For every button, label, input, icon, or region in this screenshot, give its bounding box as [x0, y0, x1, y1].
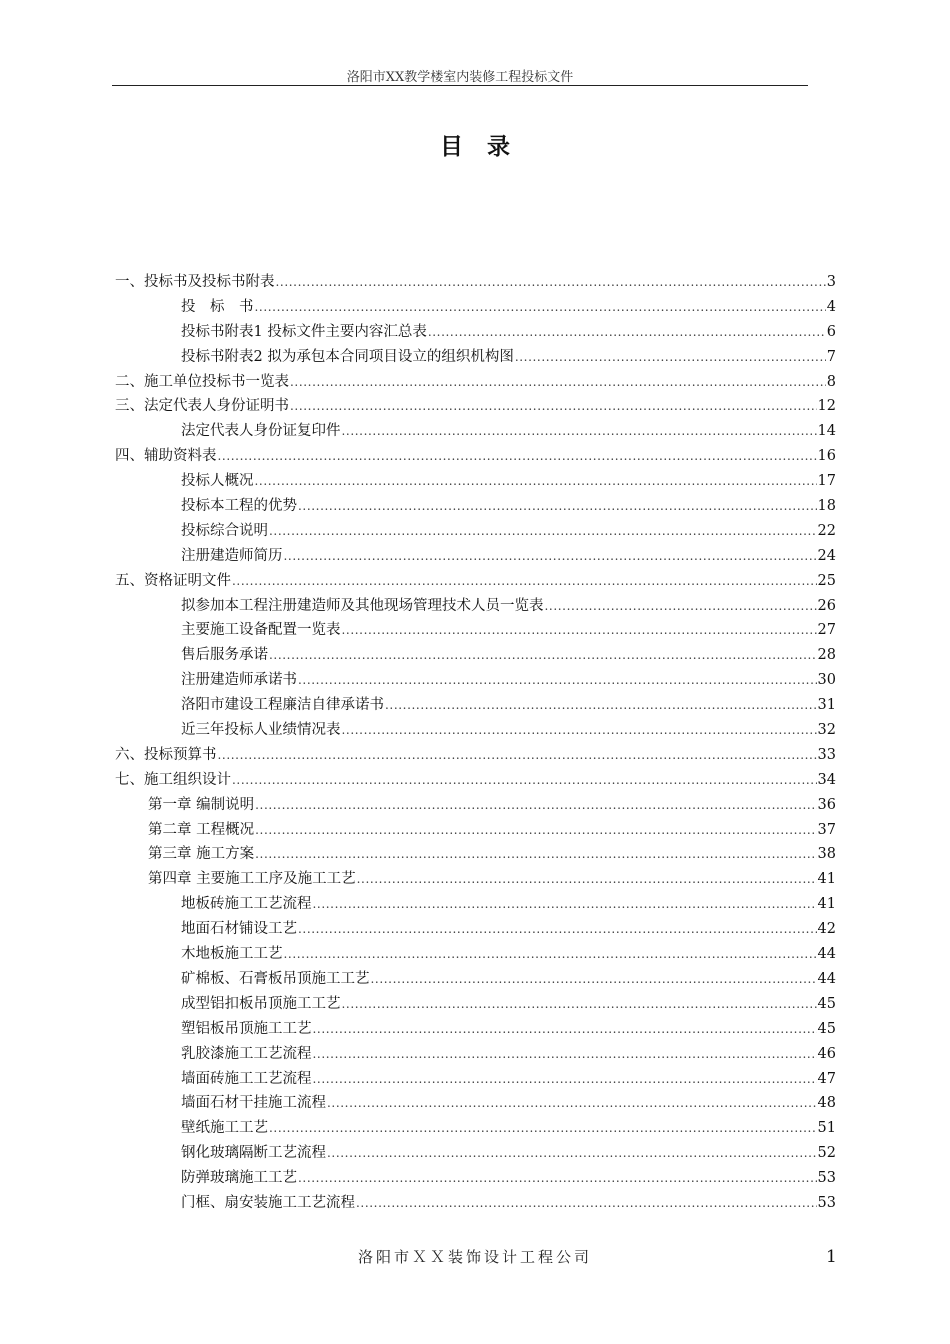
- toc-entry[interactable]: [115, 917, 836, 942]
- toc-entry-title: 乳胶漆施工工艺流程: [181, 1045, 312, 1062]
- toc-dot-leader: [255, 847, 816, 861]
- toc-entry[interactable]: [115, 295, 836, 320]
- toc-entry-page: 51: [817, 1120, 836, 1137]
- toc-entry-page: 17: [817, 473, 836, 490]
- toc-entry-title: 售后服务承诺: [181, 647, 268, 664]
- toc-entry[interactable]: [115, 419, 836, 444]
- toc-entry-title: 塑铝板吊顶施工工艺: [181, 1020, 312, 1037]
- toc-entry-page: 7: [826, 348, 836, 365]
- toc-entry-page: 4: [826, 298, 836, 315]
- toc-entry[interactable]: [115, 1017, 836, 1042]
- toc-entry-page: 44: [817, 970, 836, 987]
- toc-entry[interactable]: [115, 345, 836, 370]
- toc-entry[interactable]: [115, 718, 836, 743]
- toc-dot-leader: [298, 499, 817, 513]
- toc-entry-page: 52: [817, 1145, 836, 1162]
- toc-entry-page: 53: [817, 1194, 836, 1211]
- toc-entry-title: 注册建造师简历: [181, 547, 283, 564]
- toc-entry-title: 洛阳市建设工程廉洁自律承诺书: [181, 697, 384, 714]
- toc-entry-page: 45: [817, 1020, 836, 1037]
- toc-entry[interactable]: [115, 544, 836, 569]
- toc-entry-title: 投标书附表1 投标文件主要内容汇总表: [181, 323, 427, 340]
- toc-entry[interactable]: [115, 1141, 836, 1166]
- toc-entry-title: 五、资格证明文件: [115, 572, 231, 589]
- toc-entry[interactable]: [115, 768, 836, 793]
- toc-entry-page: 46: [817, 1045, 836, 1062]
- toc-dot-leader: [298, 1171, 817, 1185]
- toc-dot-leader: [218, 748, 817, 762]
- toc-entry[interactable]: [115, 992, 836, 1017]
- toc-entry-page: 24: [817, 547, 836, 564]
- toc-entry-page: 37: [817, 821, 836, 838]
- toc-entry[interactable]: [115, 1067, 836, 1092]
- toc-entry[interactable]: [115, 569, 836, 594]
- toc-entry-title: 注册建造师承诺书: [181, 672, 297, 689]
- toc-dot-leader: [327, 1096, 817, 1110]
- toc-entry[interactable]: [115, 818, 836, 843]
- toc-entry-page: 44: [817, 946, 836, 963]
- toc-entry-title: 门框、扇安装施工工艺流程: [181, 1194, 355, 1211]
- toc-dot-leader: [313, 1022, 817, 1036]
- toc-entry[interactable]: [115, 320, 836, 345]
- toc-entry-page: 14: [817, 423, 836, 440]
- toc-dot-leader: [232, 574, 817, 588]
- toc-dot-leader: [218, 449, 817, 463]
- toc-dot-leader: [269, 524, 817, 538]
- toc-entry-page: 48: [817, 1095, 836, 1112]
- toc-dot-leader: [342, 997, 817, 1011]
- toc-entry-title: 第二章 工程概况: [148, 821, 255, 838]
- footer-company: 洛阳市ＸＸ装饰设计工程公司: [357, 1248, 592, 1266]
- toc-entry-title: 成型铝扣板吊顶施工工艺: [181, 995, 341, 1012]
- toc-entry-title: 防弹玻璃施工工艺: [181, 1170, 297, 1187]
- toc-dot-leader: [284, 947, 817, 961]
- toc-dot-leader: [313, 897, 817, 911]
- toc-entry-page: 18: [817, 498, 836, 515]
- toc-entry-page: 53: [817, 1170, 836, 1187]
- toc-entry[interactable]: [115, 967, 836, 992]
- toc-entry-title: 主要施工设备配置一览表: [181, 622, 341, 639]
- toc-entry-page: 31: [817, 697, 836, 714]
- toc-dot-leader: [313, 1047, 817, 1061]
- toc-dot-leader: [255, 798, 816, 812]
- toc-entry-page: 41: [817, 896, 836, 913]
- toc-entry[interactable]: [115, 693, 836, 718]
- toc-dot-leader: [255, 300, 826, 314]
- toc-entry-title: 二、施工单位投标书一览表: [115, 373, 289, 390]
- toc-entry-title: 墙面砖施工工艺流程: [181, 1070, 312, 1087]
- toc-dot-leader: [342, 723, 817, 737]
- toc-entry-page: 16: [817, 448, 836, 465]
- toc-entry-page: 33: [817, 746, 836, 763]
- toc-dot-leader: [298, 922, 817, 936]
- toc-entry[interactable]: [115, 1166, 836, 1191]
- toc-entry-page: 28: [817, 647, 836, 664]
- toc-entry[interactable]: [115, 793, 836, 818]
- toc-entry-title: 一、投标书及投标书附表: [115, 274, 275, 290]
- toc-entry[interactable]: [115, 1191, 836, 1216]
- toc-dot-leader: [269, 1121, 817, 1135]
- toc-entry-title: 拟参加本工程注册建造师及其他现场管理技术人员一览表: [181, 597, 544, 614]
- toc-entry[interactable]: [115, 370, 836, 395]
- toc-entry[interactable]: [115, 743, 836, 768]
- toc-entry-page: 6: [826, 323, 836, 340]
- toc-entry[interactable]: [115, 942, 836, 967]
- toc-entry-page: 32: [817, 722, 836, 739]
- toc-dot-leader: [428, 325, 826, 339]
- toc-entry-title: 投 标 书: [181, 298, 254, 315]
- toc-dot-leader: [255, 474, 817, 488]
- toc-entry-title: 六、投标预算书: [115, 746, 217, 763]
- toc-dot-leader: [232, 773, 817, 787]
- toc-entry-page: 41: [817, 871, 836, 888]
- toc-entry-page: 25: [817, 572, 836, 589]
- toc-dot-leader: [290, 375, 826, 389]
- toc-entry[interactable]: [115, 519, 836, 544]
- toc-dot-leader: [371, 972, 817, 986]
- toc-dot-leader: [357, 872, 817, 886]
- toc-dot-leader: [269, 648, 817, 662]
- toc-entry[interactable]: [115, 867, 836, 892]
- running-header: 洛阳市XX教学楼室内装修工程投标文件: [346, 70, 574, 85]
- page-number: 1: [826, 1247, 837, 1267]
- toc-entry[interactable]: [115, 618, 836, 643]
- table-of-contents: [115, 270, 836, 1216]
- toc-dot-leader: [298, 673, 817, 687]
- toc-dot-leader: [255, 823, 816, 837]
- toc-dot-leader: [515, 350, 826, 364]
- toc-entry[interactable]: [115, 469, 836, 494]
- toc-entry-page: 22: [817, 522, 836, 539]
- toc-entry-page: 38: [817, 846, 836, 863]
- toc-entry-page: 45: [817, 995, 836, 1012]
- toc-entry[interactable]: [115, 594, 836, 619]
- toc-entry[interactable]: [115, 494, 836, 519]
- toc-entry-title: 三、法定代表人身份证明书: [115, 398, 289, 415]
- toc-entry-title: 投标综合说明: [181, 522, 268, 539]
- toc-entry[interactable]: [115, 270, 836, 295]
- toc-entry-page: 42: [817, 921, 836, 938]
- toc-entry-page: 8: [826, 373, 836, 390]
- toc-entry-page: 12: [817, 398, 836, 415]
- toc-dot-leader: [284, 549, 817, 563]
- toc-entry[interactable]: [115, 1091, 836, 1116]
- toc-dot-leader: [356, 1196, 817, 1210]
- toc-dot-leader: [313, 1072, 817, 1086]
- toc-entry[interactable]: [115, 1116, 836, 1141]
- toc-dot-leader: [290, 399, 817, 413]
- toc-entry-title: 投标书附表2 拟为承包本合同项目设立的组织机构图: [181, 348, 514, 365]
- toc-dot-leader: [385, 698, 817, 712]
- toc-entry-title: 墙面石材干挂施工流程: [181, 1095, 326, 1112]
- toc-entry-page: 27: [817, 622, 836, 639]
- toc-entry-title: 壁纸施工工艺: [181, 1120, 268, 1137]
- toc-dot-leader: [276, 275, 826, 289]
- toc-entry-title: 地面石材铺设工艺: [181, 921, 297, 938]
- toc-entry-title: 地板砖施工工艺流程: [181, 896, 312, 913]
- toc-entry-title: 四、辅助资料表: [115, 448, 217, 465]
- toc-entry-title: 第四章 主要施工工序及施工工艺: [148, 871, 356, 888]
- toc-dot-leader: [342, 623, 817, 637]
- toc-entry-title: 钢化玻璃隔断工艺流程: [181, 1145, 326, 1162]
- toc-entry-title: 七、施工组织设计: [115, 771, 231, 788]
- toc-entry-page: 34: [817, 771, 836, 788]
- toc-entry[interactable]: [115, 1042, 836, 1067]
- toc-entry[interactable]: [115, 668, 836, 693]
- toc-entry-page: 3: [826, 274, 836, 290]
- toc-dot-leader: [327, 1146, 817, 1160]
- toc-entry-page: 30: [817, 672, 836, 689]
- toc-entry-title: 投标人概况: [181, 473, 254, 490]
- toc-entry-title: 法定代表人身份证复印件: [181, 423, 341, 440]
- toc-entry-title: 木地板施工工艺: [181, 946, 283, 963]
- toc-entry-title: 近三年投标人业绩情况表: [181, 722, 341, 739]
- toc-entry-title: 第一章 编制说明: [148, 796, 255, 813]
- toc-entry-title: 第三章 施工方案: [148, 846, 255, 863]
- toc-entry[interactable]: [115, 892, 836, 917]
- toc-dot-leader: [342, 424, 817, 438]
- toc-entry-page: 47: [817, 1070, 836, 1087]
- toc-entry[interactable]: [115, 643, 836, 668]
- header-rule: [112, 85, 808, 86]
- toc-dot-leader: [545, 599, 817, 613]
- toc-entry[interactable]: [115, 394, 836, 419]
- toc-entry[interactable]: [115, 444, 836, 469]
- toc-entry-title: 投标本工程的优势: [181, 498, 297, 515]
- toc-entry-page: 36: [817, 796, 836, 813]
- toc-title: 目录: [440, 134, 534, 160]
- toc-entry-title: 矿棉板、石膏板吊顶施工工艺: [181, 970, 370, 987]
- toc-entry[interactable]: [115, 842, 836, 867]
- toc-entry-page: 26: [817, 597, 836, 614]
